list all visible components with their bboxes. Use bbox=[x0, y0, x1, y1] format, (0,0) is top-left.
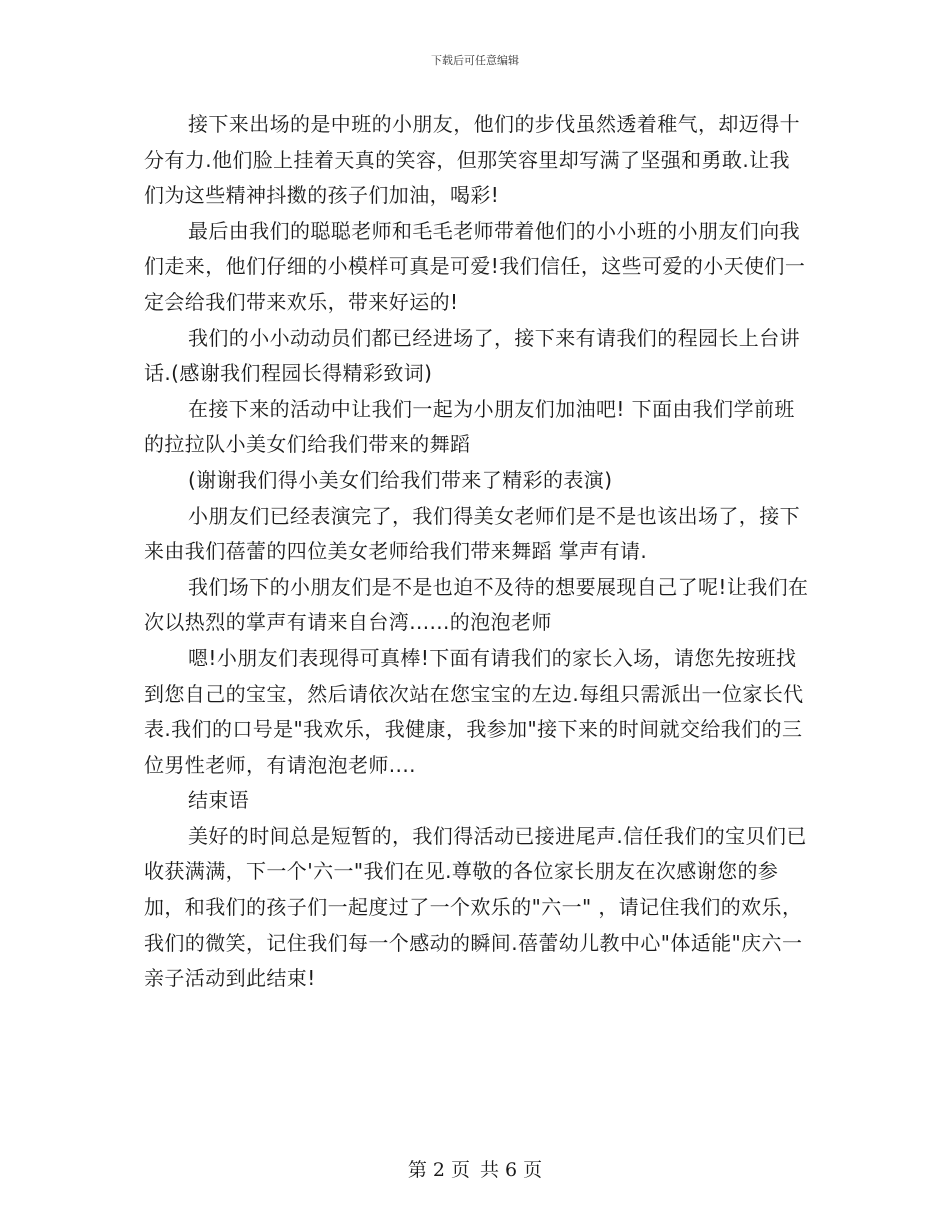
section-heading: 结束语 bbox=[188, 788, 250, 813]
footer-suffix: 页 bbox=[523, 1159, 543, 1181]
paragraph: 我们的小小动动员们都已经进场了，接下来有请我们的程园长上台讲话.(感谢我们程园长得精彩致词) bbox=[144, 325, 800, 386]
page-number: 2 bbox=[432, 1159, 445, 1181]
paragraph: 在接下来的活动中让我们一起为小朋友们加油吧! 下面由我们学前班的拉拉队小美女们给我们带来的舞蹈 bbox=[144, 396, 795, 457]
paragraph: (谢谢我们得小美女们给我们带来了精彩的表演) bbox=[188, 467, 613, 492]
page-header bbox=[0, 52, 950, 68]
paragraph: 嗯!小朋友们表现得可真棒!下面有请我们的家长入场，请您先按班找到您自己的宝宝，然后请依次站在您宝宝的左边.每组只需派出一位家长代表.我们的口号是"我欢乐，我健康，我参加"接下来的时间就交给我们的三位男性老师，有请泡泡老师.... bbox=[144, 645, 804, 777]
footer-prefix: 第 bbox=[407, 1159, 427, 1181]
paragraph: 我们场下的小朋友们是不是也迫不及待的想要展现自己了呢!让我们在次以热烈的掌声有请来自台湾......的泡泡老师 bbox=[144, 574, 809, 635]
page-footer bbox=[0, 1155, 950, 1182]
paragraph: 最后由我们的聪聪老师和毛毛老师带着他们的小小班的小朋友们向我们走来，他们仔细的小模样可真是可爱!我们信任，这些可爱的小天使们一定会给我们带来欢乐，带来好运的! bbox=[144, 218, 806, 314]
paragraph: 接下来出场的是中班的小朋友，他们的步伐虽然透着稚气，却迈得十分有力.他们脸上挂着天真的笑容，但那笑容里却写满了坚强和勇敢.让我们为这些精神抖擞的孩子们加油，喝彩! bbox=[144, 112, 800, 208]
header-text: 下载后可任意编辑 bbox=[431, 54, 519, 67]
paragraph: 美好的时间总是短暂的，我们得活动已接进尾声.信任我们的宝贝们已收获满满，下一个'六一"我们在见.尊敬的各位家长朋友在次感谢您的参加，和我们的孩子们一起度过了一个欢乐的"六一" ，请记住我们的欢乐，我们的微笑，记住我们每一个感动的瞬间.蓓蕾幼儿教中心"体适能"庆六一亲子活动到此结束! bbox=[144, 823, 807, 991]
footer-middle: 页 共 bbox=[450, 1159, 500, 1181]
paragraph: 小朋友们已经表演完了，我们得美女老师们是不是也该出场了，接下来由我们蓓蕾的四位美女老师给我们带来舞蹈 掌声有请. bbox=[144, 503, 800, 564]
document-body bbox=[144, 107, 809, 997]
page-total: 6 bbox=[505, 1159, 518, 1181]
